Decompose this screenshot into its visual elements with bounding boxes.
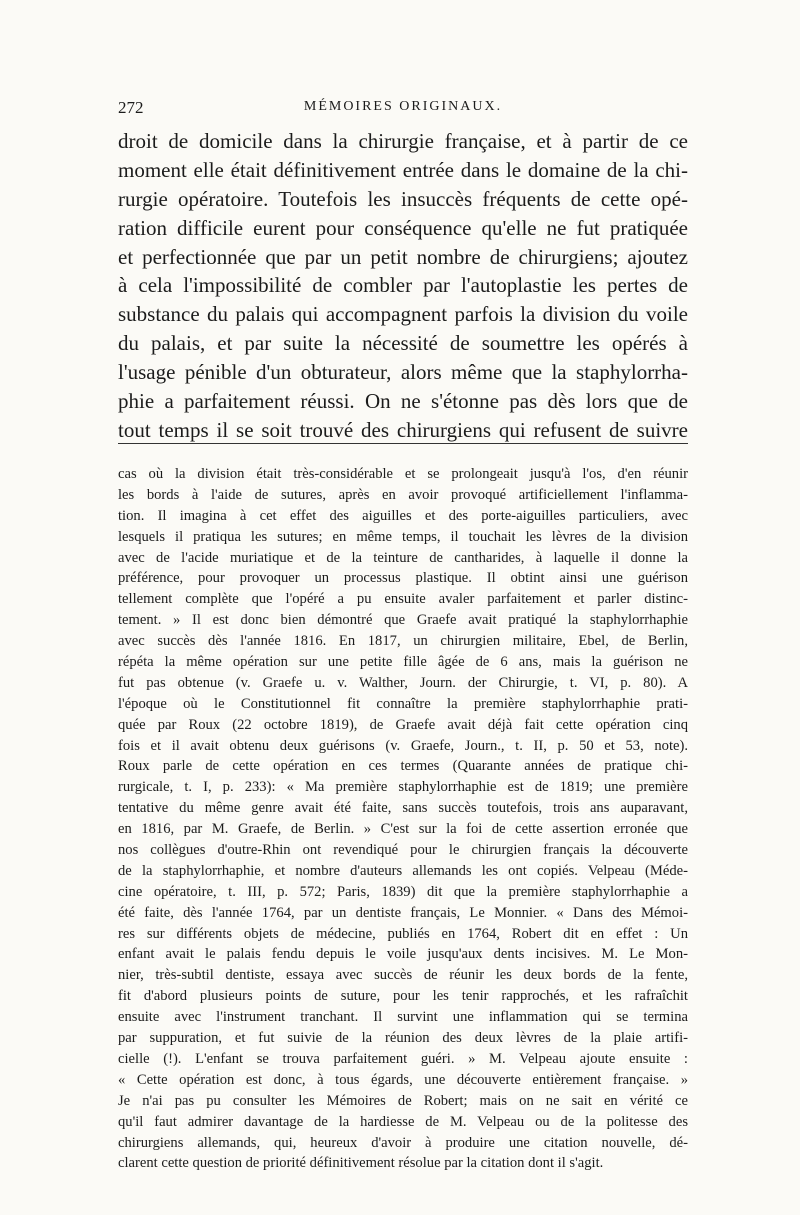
footnote-line: cine opératoire, t. III, p. 572; Paris, 1839) dit que la première staphylorrhaphie a bbox=[118, 883, 688, 900]
footnote-divider bbox=[118, 443, 688, 444]
footnote-line: tentative du même genre avait été faite, sans succès toutefois, trois ans auparavant, bbox=[118, 800, 688, 817]
footnote-line: fit d'abord plusieurs points de suture, pour les tenir rapprochés, et les rafraîchit bbox=[118, 988, 688, 1005]
footnote-line: préférence, pour provoquer un processus plastique. Il obtint ainsi une guérison bbox=[118, 570, 688, 587]
body-line: du palais, et par suite la nécessité de soumettre les opérés à bbox=[118, 331, 688, 356]
footnote-line: fut pas obtenue (v. Graefe u. v. Walther, Journ. der Chirurgie, t. VI, p. 80). A bbox=[118, 674, 688, 691]
body-line: substance du palais qui accompagnent parfois la division du voile bbox=[118, 302, 688, 327]
body-line: et perfectionnée que par un petit nombre de chirurgiens; ajoutez bbox=[118, 244, 688, 269]
footnote-line: les bords à l'aide de sutures, après en avoir provoqué artificiellement l'inflamma- bbox=[118, 486, 688, 503]
footnote-line: res sur différents objets de médecine, publiés en 1764, Robert dit en effet : Un bbox=[118, 925, 688, 942]
page-number: 272 bbox=[118, 98, 144, 117]
body-line: rurgie opératoire. Toutefois les insuccès fréquents de cette opé- bbox=[118, 186, 688, 211]
footnote-line: par suppuration, et fut suivie de la réunion des deux lèvres de la plaie artifi- bbox=[118, 1030, 688, 1047]
footnote-line: « Cette opération est donc, à tous égards, une découverte entièrement française. » bbox=[118, 1071, 688, 1088]
footnote-line: cielle (!). L'enfant se trouva parfaitement guéri. » M. Velpeau ajoute ensuite : bbox=[118, 1050, 688, 1067]
footnote-line: en 1816, par M. Graefe, de Berlin. » C'est sur la foi de cette assertion erronée que bbox=[118, 821, 688, 838]
body-line: tout temps il se soit trouvé des chirurgiens qui refusent de suivre bbox=[118, 417, 688, 442]
footnote-line: Je n'ai pas pu consulter les Mémoires de Robert; mais on ne sait en vérité ce bbox=[118, 1092, 688, 1109]
running-title: MÉMOIRES ORIGINAUX. bbox=[303, 99, 503, 114]
body-line: ration difficile eurent pour conséquence qu'elle ne fut pratiquée bbox=[118, 215, 688, 240]
footnote-line: tion. Il imagina à cet effet des aiguilles et des porte-aiguilles particuliers, avec bbox=[118, 507, 688, 524]
footnote-line: l'époque où le Constitutionnel fit connaître la première staphylorrhaphie prati- bbox=[118, 695, 688, 712]
footnote-line: avec succès dès l'année 1816. En 1817, un chirurgien militaire, Ebel, de Berlin, bbox=[118, 633, 688, 650]
footnote-line: lesquels il pratiqua les sutures; en même temps, il touchait les lèvres de la division bbox=[118, 528, 688, 545]
footnote bbox=[118, 464, 688, 1174]
body-line: l'usage pénible d'un obturateur, alors même que la staphylorrha- bbox=[118, 360, 688, 385]
footnote-line: fois et il avait obtenu deux guérisons (v. Graefe, Journ., t. II, p. 50 et 53, note). bbox=[118, 737, 688, 754]
footnote-line: de la staphylorrhaphie, et nombre d'auteurs allemands les ont copiés. Velpeau (Méde- bbox=[118, 862, 688, 879]
footnote-line: qu'il faut admirer davantage de la hardiesse de M. Velpeau ou de la politesse des bbox=[118, 1113, 688, 1130]
footnote-line: nier, très-subtil dentiste, essaya avec succès de réunir les deux bords de la fente, bbox=[118, 967, 688, 984]
footnote-line: chirurgiens allemands, qui, heureux d'avoir à produire une citation nouvelle, dé- bbox=[118, 1134, 688, 1151]
footnote-line: tellement complète que l'opéré a pu ensuite avaler parfaitement et parler distinc- bbox=[118, 591, 688, 608]
body-line: à cela l'impossibilité de combler par l'autoplastie les pertes de bbox=[118, 273, 688, 298]
body-line: droit de domicile dans la chirurgie française, et à partir de ce bbox=[118, 129, 688, 153]
page-header bbox=[118, 98, 688, 120]
footnote-line: ensuite avec l'instrument tranchant. Il survint une inflammation qui se termina bbox=[118, 1009, 688, 1026]
footnote-line: Roux parle de cette opération en ces termes (Quarante années de pratique chi- bbox=[118, 758, 688, 775]
footnote-line: été faite, dès l'année 1764, par un dentiste français, Le Monnier. « Dans des Mémoi- bbox=[118, 904, 688, 921]
footnote-line: avec de l'acide muriatique et de la teinture de cantharides, à laquelle il donne la bbox=[118, 549, 688, 566]
footnote-line: clarent cette question de priorité définitivement résolue par la citation dont il s'agit. bbox=[118, 1155, 604, 1172]
footnote-line: enfant avait le palais fendu depuis le voile jusqu'aux dents incisives. M. Le Mon- bbox=[118, 946, 688, 963]
footnote-line: nos collègues d'outre-Rhin ont revendiqué pour le chirurgien français la découverte bbox=[118, 842, 688, 859]
footnote-line: répéta la même opération sur une petite fille âgée de 6 ans, mais la guérison ne bbox=[118, 654, 688, 671]
footnote-line: cas où la division était très-considérable et se prolongeait jusqu'à l'os, d'en réunir bbox=[118, 466, 688, 482]
main-text bbox=[118, 127, 688, 445]
footnote-line: tement. » Il est donc bien démontré que Graefe avait pratiqué la staphylorrhaphie bbox=[118, 612, 688, 629]
footnote-line: quée par Roux (22 octobre 1819), de Graefe avait déjà fait cette opération cinq bbox=[118, 716, 688, 733]
body-line: phie a parfaitement réussi. On ne s'étonne pas dès lors que de bbox=[118, 389, 688, 414]
body-line: moment elle était définitivement entrée dans le domaine de la chi- bbox=[118, 157, 688, 182]
footnote-line: rurgicale, t. I, p. 233): « Ma première staphylorrhaphie est de 1819; une première bbox=[118, 779, 688, 796]
